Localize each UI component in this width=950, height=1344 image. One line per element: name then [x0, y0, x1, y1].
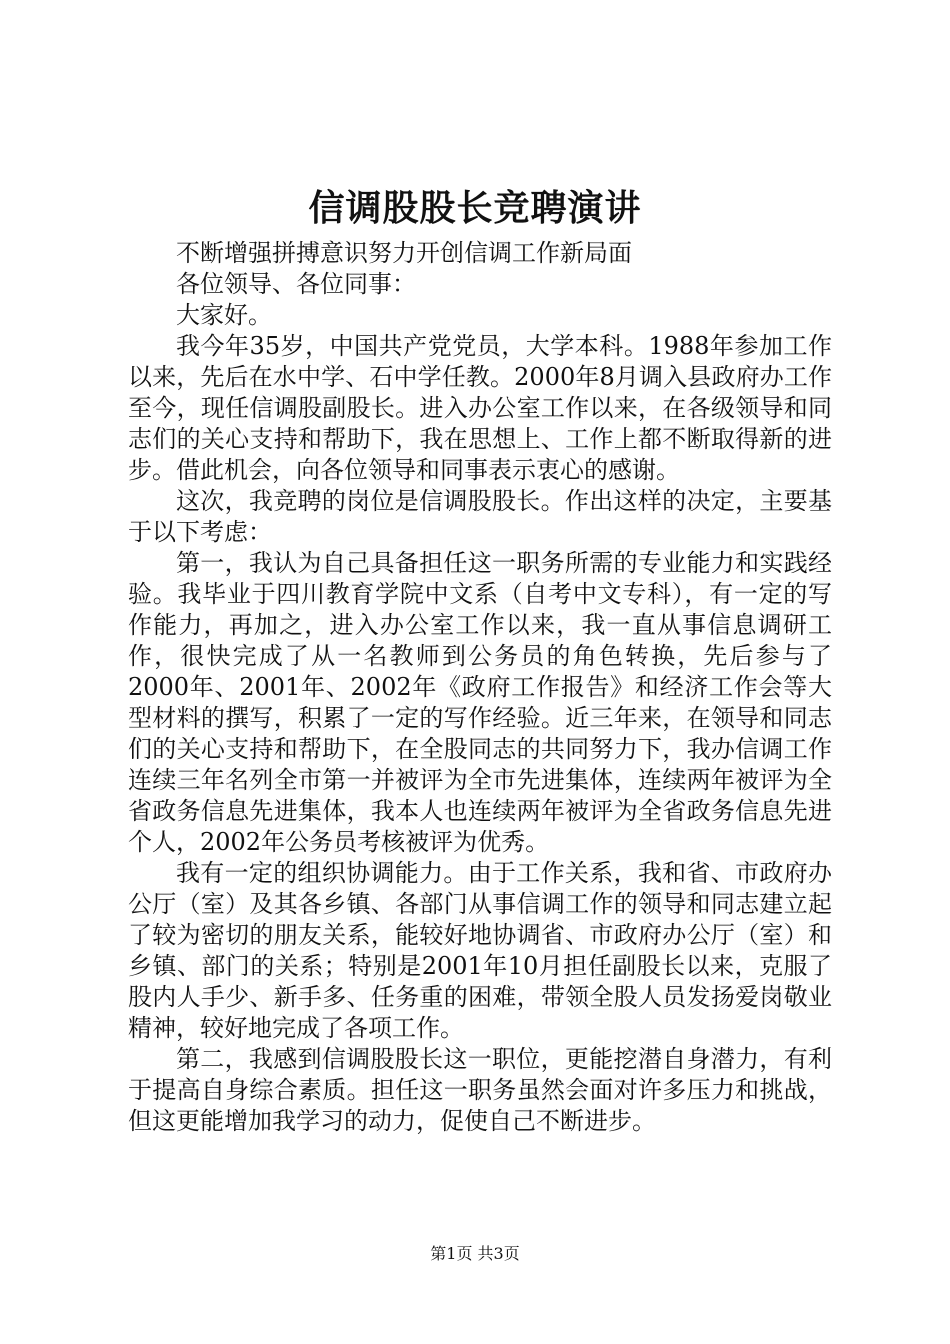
document-title: 信调股股长竞聘演讲 [308, 187, 642, 229]
body-paragraph: 这次，我竞聘的岗位是信调股股长。作出这样的决定，主要基于以下考虑： [128, 487, 832, 546]
body-paragraph: 我今年35岁，中国共产党党员，大学本科。1988年参加工作以来，先后在水中学、石中学任教。2000年8月调入县政府办工作至今，现任信调股副股长。进入办公室工作以来，在各级领导和同志们的关心支持和帮助下，我在思想上、工作上都不断取得新的进步。借此机会，向各位领导和同事表示衷心的感谢。 [128, 332, 832, 484]
body-paragraph: 第二，我感到信调股股长这一职位，更能挖潜自身潜力，有利于提高自身综合素质。担任这一职务虽然会面对许多压力和挑战，但这更能增加我学习的动力，促使自己不断进步。 [128, 1045, 832, 1135]
salutation-paragraph: 各位领导、各位同事： [176, 270, 416, 298]
body-paragraph: 第一，我认为自己具备担任这一职务所需的专业能力和实践经验。我毕业于四川教育学院中文系（自考中文专科），有一定的写作能力，再加之，进入办公室工作以来，我一直从事信息调研工作，很快完成了从一名教师到公务员的角色转换，先后参与了2000年、2001年、2002年《政府工作报告》和经济工作会等大型材料的撰写，积累了一定的写作经验。近三年来，在领导和同志们的关心支持和帮助下，在全股同志的共同努力下，我办信调工作连续三年名列全市第一并被评为全市先进集体，连续两年被评为全省政务信息先进集体，我本人也连续两年被评为全省政务信息先进个人，2002年公务员考核被评为优秀。 [128, 549, 832, 856]
body-paragraph: 我有一定的组织协调能力。由于工作关系，我和省、市政府办公厅（室）及其各乡镇、各部门从事信调工作的领导和同志建立起了较为密切的朋友关系，能较好地协调省、市政府办公厅（室）和乡镇、部门的关系；特别是2001年10月担任副股长以来，克服了股内人手少、新手多、任务重的困难，带领全股人员发扬爱岗敬业精神，较好地完成了各项工作。 [128, 859, 832, 1042]
subtitle-paragraph: 不断增强拼搏意识努力开创信调工作新局面 [176, 239, 632, 267]
page-footer: 第1页 共3页 [430, 1244, 520, 1263]
document-body [128, 238, 832, 1137]
greeting-paragraph: 大家好。 [176, 301, 272, 329]
